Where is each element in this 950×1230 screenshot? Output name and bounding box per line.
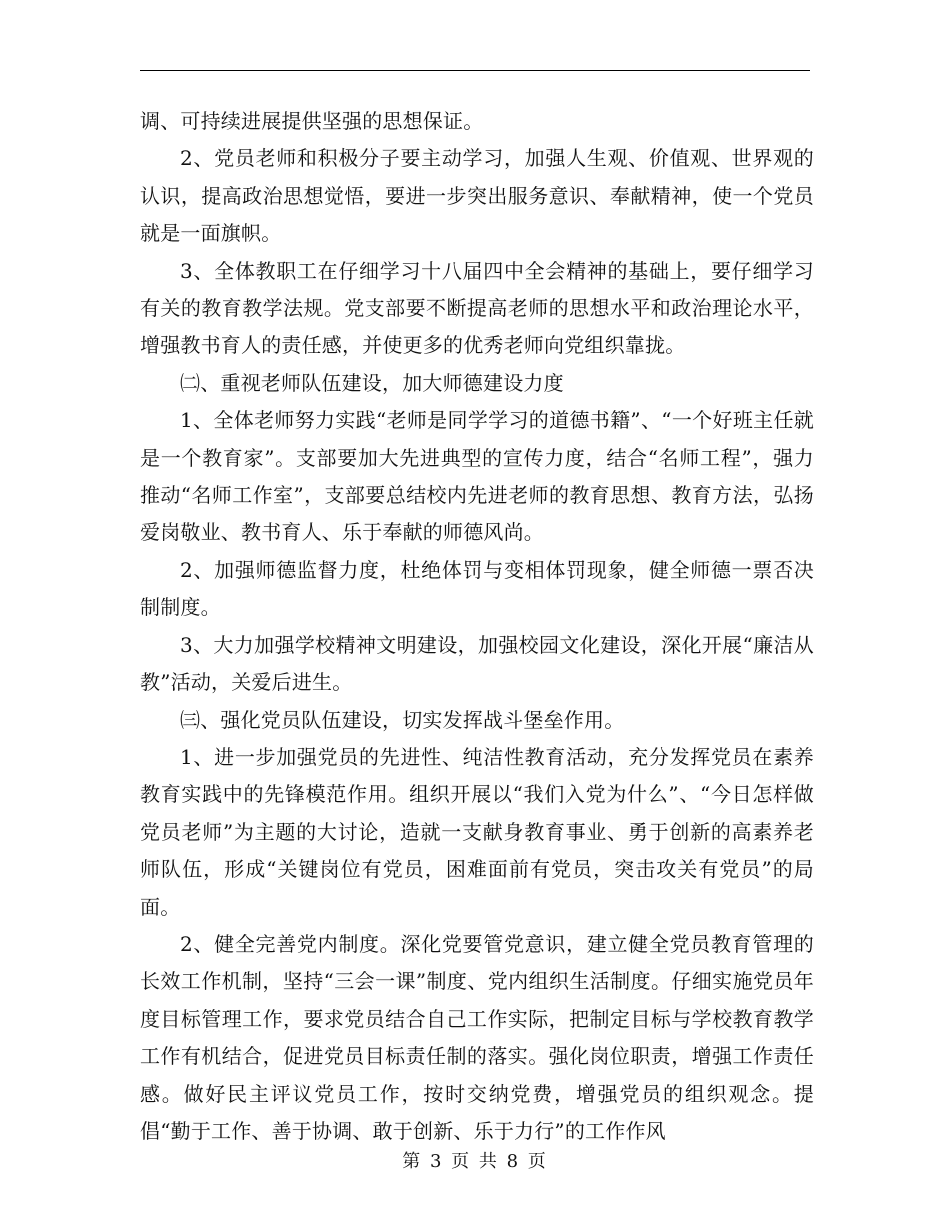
paragraph-1: 调、可持续进展提供坚强的思想保证。 (140, 109, 484, 133)
header-rule (140, 70, 810, 71)
paragraph-6: 2、加强师德监督力度，杜绝体罚与变相体罚现象，健全师德一票否决制制度。 (140, 557, 814, 620)
paragraph-5: 1、全体老师努力实践“老师是同学学习的道德书籍”、“一个好班主任就是一个教育家”。支部要加大先进典型的宣传力度，结合“名师工程”，强力推动“名师工作室”，支部要总结校内先进老师的教育思想、教育方法，弘扬爱岗敬业、教书育人、乐于奉献的师德风尚。 (140, 408, 814, 545)
section-heading-2: ㈡、重视老师队伍建设，加大师德建设力度 (180, 370, 564, 395)
paragraph-2: 2、党员老师和积极分子要主动学习，加强人生观、价值观、世界观的认识，提高政治思想觉悟，要进一步突出服务意识、奉献精神，使一个党员就是一面旗帜。 (140, 146, 814, 246)
paragraph-10: 2、健全完善党内制度。深化党要管党意识，建立健全党员教育管理的长效工作机制，坚持“三会一课”制度、党内组织生活制度。仔细实施党员年度目标管理工作，要求党员结合自己工作实际，把制定目标与学校教育教学工作有机结合，促进党员目标责任制的落实。强化岗位职责，增强工作责任感。做好民主评议党员工作，按时交纳党费，增强党员的组织观念。提倡“勤于工作、善于协调、敢于创新、乐于力行”的工作作风 (140, 931, 814, 1143)
section-heading-3: ㈢、强化党员队伍建设，切实发挥战斗堡垒作用。 (180, 707, 625, 732)
page-number-footer: 第 3 页 共 8 页 (402, 1151, 548, 1172)
paragraph-3: 3、全体教职工在仔细学习十八届四中全会精神的基础上，要仔细学习有关的教育教学法规。党支部要不断提高老师的思想水平和政治理论水平，增强教书育人的责任感，并使更多的优秀老师向党组织靠拢。 (140, 258, 814, 358)
paragraph-9: 1、进一步加强党员的先进性、纯洁性教育活动，充分发挥党员在素养教育实践中的先锋模范作用。组织开展以“我们入党为什么”、“今日怎样做党员老师”为主题的大讨论，造就一支献身教育事业、勇于创新的高素养老师队伍，形成“关键岗位有党员，困难面前有党员，突击攻关有党员”的局面。 (140, 744, 814, 919)
document-body (140, 103, 814, 1150)
paragraph-7: 3、大力加强学校精神文明建设，加强校园文化建设，深化开展“廉洁从教”活动，关爱后进生。 (140, 632, 814, 695)
